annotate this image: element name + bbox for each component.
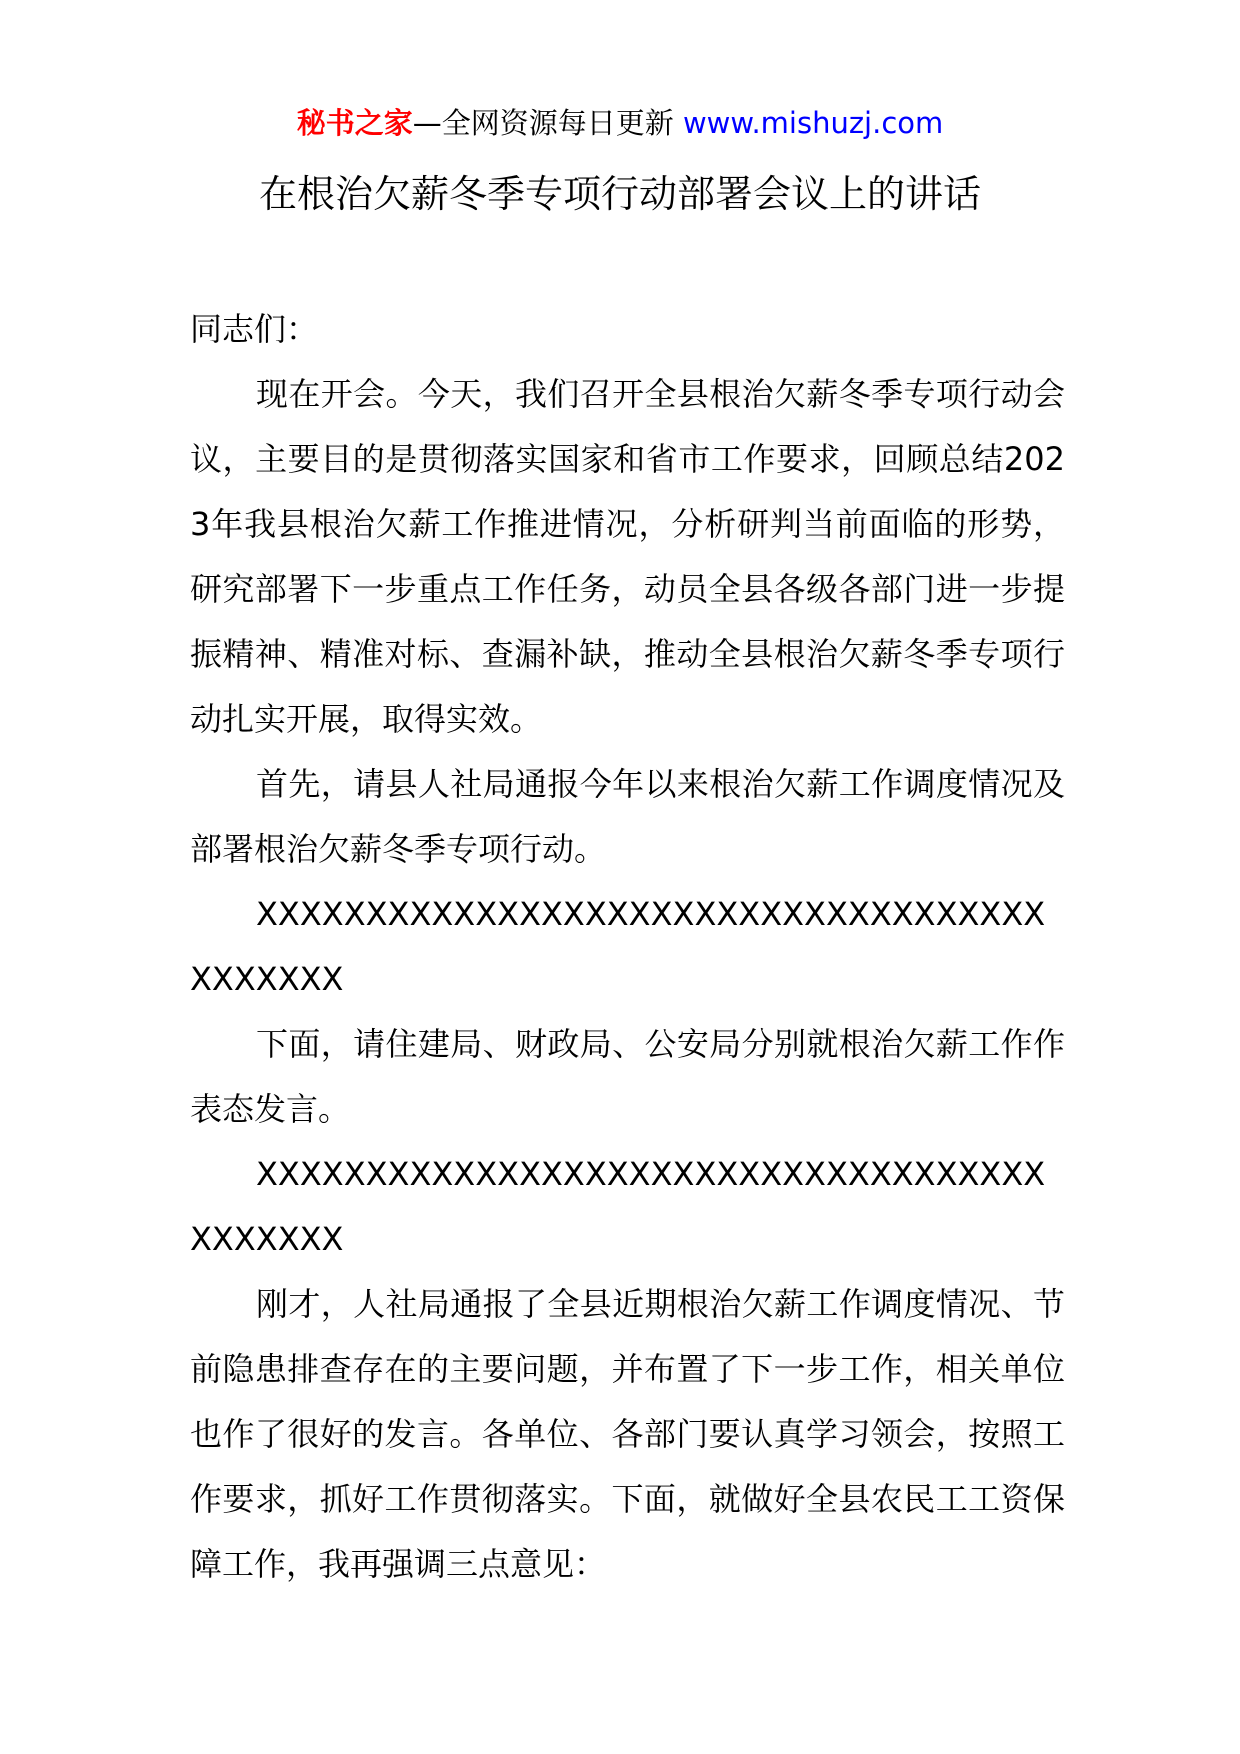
paragraph-placeholder: XXXXXXXXXXXXXXXXXXXXXXXXXXXXXXXXXXXXXXXXXXX [190,1155,1046,1258]
document-title: 在根治欠薪冬季专项行动部署会议上的讲话 [258,172,981,216]
paragraph-agenda-second: 下面，请住建局、财政局、公安局分别就根治欠薪工作作表态发言。 [190,1025,1065,1128]
site-brand: 秘书之家 [296,106,413,140]
salutation: 同志们： [190,310,319,348]
paragraph-placeholder: XXXXXXXXXXXXXXXXXXXXXXXXXXXXXXXXXXXXXXXXXXX [190,895,1046,998]
document-body [190,297,1065,1597]
paragraph-agenda-first: 首先，请县人社局通报今年以来根治欠薪工作调度情况及部署根治欠薪冬季专项行动。 [190,765,1065,868]
site-header [0,103,1240,143]
paragraph-summary: 刚才，人社局通报了全县近期根治欠薪工作调度情况、节前隐患排查存在的主要问题，并布置了下一步工作，相关单位也作了很好的发言。各单位、各部门要认真学习领会，按照工作要求，抓好工作贯彻落实。下面，就做好全县农民工工资保障工作，我再强调三点意见： [190,1285,1065,1583]
site-tagline: —全网资源每日更新 [412,106,683,140]
paragraph-opening: 现在开会。今天，我们召开全县根治欠薪冬季专项行动会议，主要目的是贯彻落实国家和省市工作要求，回顾总结2023年我县根治欠薪工作推进情况，分析研判当前面临的形势，研究部署下一步重点工作任务，动员全县各级各部门进一步提振精神、精准对标、查漏补缺，推动全县根治欠薪冬季专项行动扎实开展，取得实效。 [190,375,1065,738]
site-url-link[interactable]: www.mishuzj.com [682,106,944,140]
